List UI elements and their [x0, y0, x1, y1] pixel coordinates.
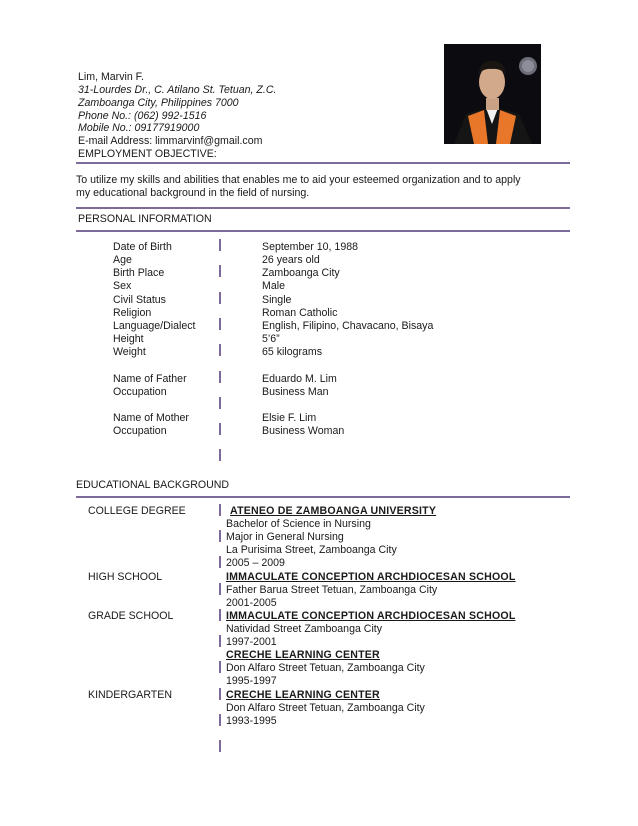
mobile-number: Mobile No.: 09177919000	[78, 122, 200, 134]
column-separator	[219, 635, 221, 647]
section-divider	[76, 207, 570, 209]
column-separator	[219, 504, 221, 516]
field-value: Eduardo M. Lim	[262, 373, 337, 385]
field-label: Name of Father	[113, 373, 187, 385]
column-separator	[219, 239, 221, 251]
column-separator	[219, 609, 221, 621]
field-label: Date of Birth	[113, 241, 172, 253]
field-value: September 10, 1988	[262, 241, 359, 253]
column-separator	[219, 371, 221, 383]
high-school-years: 2001-2005	[226, 597, 277, 609]
field-value: Roman Catholic	[262, 307, 338, 319]
grade-school-years: 1997-2001	[226, 636, 277, 648]
email-address: E-mail Address: limmarvinf@gmail.com	[78, 135, 263, 147]
field-value: 26 years old	[262, 254, 320, 266]
kindergarten-school-name: CRECHE LEARNING CENTER	[226, 689, 380, 701]
objective-text-line-2: my educational background in the field of nursing.	[76, 187, 310, 199]
address-line-2: Zamboanga City, Philippines 7000	[78, 97, 239, 109]
column-separator	[219, 740, 221, 752]
field-label: Name of Mother	[113, 412, 189, 424]
field-value: Business Woman	[262, 425, 345, 437]
field-value: Zamboanga City	[262, 267, 340, 279]
education-level-college: COLLEGE DEGREE	[88, 505, 186, 517]
column-separator	[219, 423, 221, 435]
column-separator	[219, 449, 221, 461]
section-divider	[76, 162, 570, 164]
field-label: Sex	[113, 280, 132, 292]
field-value: 65 kilograms	[262, 346, 323, 358]
profile-photo	[444, 44, 541, 144]
education-level-kindergarten: KINDERGARTEN	[88, 689, 172, 701]
column-separator	[219, 688, 221, 700]
field-label: Age	[113, 254, 132, 266]
college-school-name: ATENEO DE ZAMBOANGA UNIVERSITY	[230, 505, 437, 517]
column-separator	[219, 344, 221, 356]
column-separator	[219, 714, 221, 726]
phone-number: Phone No.: (062) 992-1516	[78, 110, 207, 122]
field-label: Religion	[113, 307, 152, 319]
high-school-name: IMMACULATE CONCEPTION ARCHDIOCESAN SCHOOL	[226, 571, 516, 583]
column-separator	[219, 530, 221, 542]
college-detail: Bachelor of Science in Nursing	[226, 518, 371, 530]
field-label: Birth Place	[113, 267, 165, 279]
column-separator	[219, 661, 221, 673]
field-value: 5’6”	[262, 333, 280, 345]
education-level-high-school: HIGH SCHOOL	[88, 571, 163, 583]
field-label: Weight	[113, 346, 146, 358]
applicant-name: Lim, Marvin F.	[78, 71, 144, 83]
address-line-1: 31-Lourdes Dr., C. Atilano St. Tetuan, Z.C.	[78, 84, 277, 96]
field-label: Language/Dialect	[113, 320, 196, 332]
section-divider	[76, 496, 570, 498]
field-value: Single	[262, 294, 292, 306]
column-separator	[219, 292, 221, 304]
education-heading: EDUCATIONAL BACKGROUND	[76, 479, 230, 491]
field-value: Elsie F. Lim	[262, 412, 317, 424]
field-label: Occupation	[113, 386, 167, 398]
field-value: English, Filipino, Chavacano, Bisaya	[262, 320, 434, 332]
grade-school-name-2: CRECHE LEARNING CENTER	[226, 649, 380, 661]
column-separator	[219, 583, 221, 595]
college-years: 2005 – 2009	[226, 557, 285, 569]
field-label: Height	[113, 333, 144, 345]
grade-school-name: IMMACULATE CONCEPTION ARCHDIOCESAN SCHOOL	[226, 610, 516, 622]
section-divider	[76, 230, 570, 232]
high-school-detail: Father Barua Street Tetuan, Zamboanga City	[226, 584, 438, 596]
field-value: Male	[262, 280, 285, 292]
college-detail: Major in General Nursing	[226, 531, 344, 543]
college-detail: La Purisima Street, Zamboanga City	[226, 544, 397, 556]
column-separator	[219, 318, 221, 330]
kindergarten-years: 1993-1995	[226, 715, 277, 727]
personal-info-heading: PERSONAL INFORMATION	[78, 213, 212, 225]
education-level-grade-school: GRADE SCHOOL	[88, 610, 174, 622]
grade-school-detail-2: Don Alfaro Street Tetuan, Zamboanga City	[226, 662, 425, 674]
grade-school-detail: Natividad Street Zamboanga City	[226, 623, 383, 635]
grade-school-years-2: 1995-1997	[226, 675, 277, 687]
field-label: Occupation	[113, 425, 167, 437]
objective-heading: EMPLOYMENT OBJECTIVE:	[78, 148, 217, 160]
field-value: Business Man	[262, 386, 329, 398]
objective-text-line-1: To utilize my skills and abilities that enables me to aid your esteemed organization and to apply	[76, 174, 521, 186]
column-separator	[219, 265, 221, 277]
column-separator	[219, 397, 221, 409]
field-label: Civil Status	[113, 294, 166, 306]
column-separator	[219, 556, 221, 568]
kindergarten-detail: Don Alfaro Street Tetuan, Zamboanga City	[226, 702, 425, 714]
